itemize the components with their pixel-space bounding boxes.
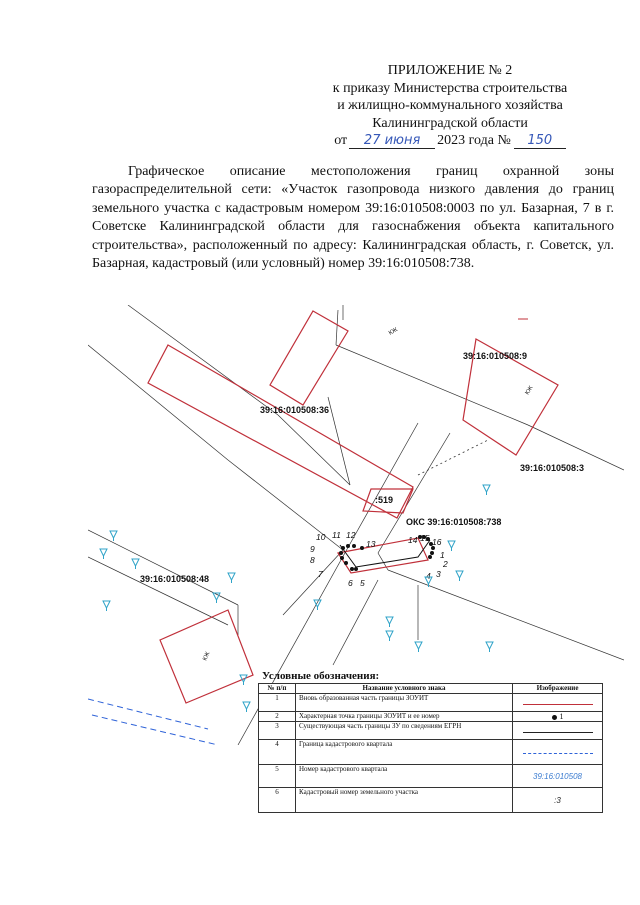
point-label-2: 2 [443, 559, 448, 569]
legend-table [258, 683, 603, 813]
region-line: Калининградской области [372, 115, 528, 131]
legend [258, 670, 608, 813]
parcel-label-3: 39:16:010508:3 [520, 463, 585, 473]
legend-row-num: 4 [259, 740, 296, 765]
point-label-11: 11 [332, 530, 341, 540]
legend-row-num: 5 [259, 765, 296, 788]
legend-row-num: 1 [259, 694, 296, 712]
parcel-36-outline [148, 345, 413, 518]
legend-symbol-cadastral-number [513, 788, 603, 813]
handwritten-date: 27 июня [349, 134, 435, 149]
legend-row [259, 765, 603, 788]
point-label-12: 12 [346, 530, 356, 540]
legend-header-num: № п/п [259, 684, 296, 694]
point-label-3: 3 [436, 569, 441, 579]
legend-symbol-egrn [513, 722, 603, 740]
legend-row [259, 788, 603, 813]
point-label-10: 10 [316, 532, 326, 542]
parcel-label-36: 39:16:010508:36 [260, 405, 330, 415]
ministry-line: и жилищно-коммунального хозяйства [337, 98, 563, 113]
legend-point-number: 1 [559, 712, 564, 721]
legend-title: Условные обозначения: [262, 670, 380, 682]
from-prefix: от [334, 133, 348, 148]
legend-row [259, 694, 603, 712]
legend-row-name: Вновь образованная часть границы ЗОУИТ [296, 694, 513, 712]
parcel-label-48: 39:16:010508:48 [140, 574, 210, 584]
kzh-label-left: КЖ [202, 651, 212, 662]
parcel-label-519: :519 [375, 495, 394, 505]
legend-row-name: Кадастровый номер земельного участка [296, 788, 513, 813]
order-line: к приказу Министерства строительства [332, 80, 568, 96]
appendix-title: ПРИЛОЖЕНИЕ № 2 [387, 63, 513, 78]
kzh-label-top: КЖ [388, 327, 399, 337]
legend-symbol-point [513, 712, 603, 722]
point-label-16: 16 [432, 537, 442, 547]
legend-row-name: Характерная точка границы ЗОУИТ и ее номер [296, 712, 513, 722]
point-label-15: 15 [420, 533, 430, 543]
legend-header-image: Изображение [513, 684, 603, 694]
year-text: 2023 года № [437, 133, 511, 148]
legend-row [259, 712, 603, 722]
point-label-13: 13 [366, 539, 376, 549]
legend-cadastral-number: :3 [554, 795, 561, 805]
legend-row-num: 6 [259, 788, 296, 813]
legend-row-name: Номер кадастрового квартала [296, 765, 513, 788]
intro-paragraph: Графическое описание местоположения границ охранной зоны газораспределительной сети: «Участок газопровода низкого давления до границ земельного участка с кадастровым номером 39:16:010508:0003 по ул. Базарная, 7 в г. Советске Калининградской области для газоснабжения объекта капитального строительства», расположенный по адресу: Калининградская область, г. Советск, ул. Базарная, кадастровый (или условный) номер 39:16:010508:738. [92, 164, 614, 272]
legend-symbol-quarter-number [513, 765, 603, 788]
point-label-7: 7 [318, 569, 323, 579]
point-label-5: 5 [360, 578, 365, 588]
legend-row-name: Граница кадастрового квартала [296, 740, 513, 765]
appendix-header [300, 62, 600, 150]
legend-quarter-number: 39:16:010508 [533, 771, 582, 781]
point-label-14: 14 [408, 535, 418, 545]
legend-row-num: 2 [259, 712, 296, 722]
point-label-8: 8 [310, 555, 315, 565]
legend-row [259, 722, 603, 740]
kzh-label-right: КЖ [524, 385, 535, 397]
point-label-4: 4 [426, 571, 431, 581]
legend-row-name: Существующая часть границы ЗУ по сведениям ЕГРН [296, 722, 513, 740]
parcel-kzh-top-outline [270, 311, 348, 405]
handwritten-number: 150 [514, 134, 566, 149]
parcel-label-9: 39:16:010508:9 [463, 351, 528, 361]
point-label-6: 6 [348, 578, 353, 588]
legend-header-row [259, 684, 603, 694]
point-label-9: 9 [310, 544, 315, 554]
legend-header-name: Название условного знака [296, 684, 513, 694]
legend-symbol-zouit [513, 694, 603, 712]
oks-label: ОКС 39:16:010508:738 [406, 517, 502, 527]
date-number-line [334, 132, 566, 150]
legend-row-num: 3 [259, 722, 296, 740]
point-label-1: 1 [440, 550, 445, 560]
legend-row [259, 740, 603, 765]
quarter-boundary [88, 699, 218, 745]
legend-symbol-quarter [513, 740, 603, 765]
dashed-boundary [418, 440, 488, 475]
